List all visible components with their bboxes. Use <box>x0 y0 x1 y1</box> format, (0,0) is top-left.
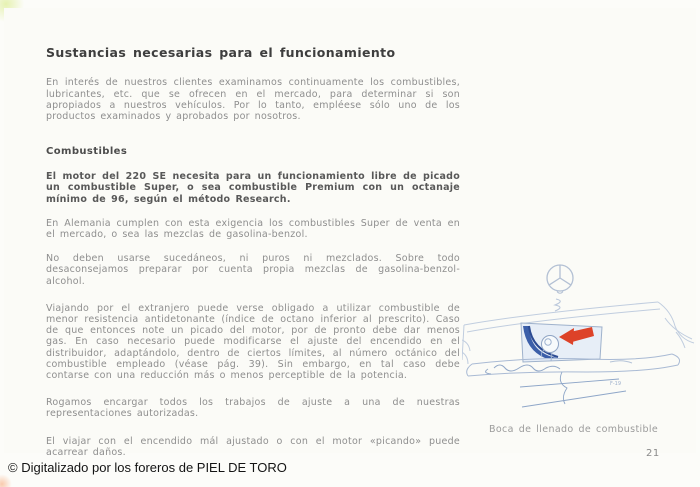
leader-lines <box>520 372 626 407</box>
page-title: Sustancias necesarias para el funcionamiento <box>46 45 396 60</box>
paragraph-extranjero: Viajando por el extranjero puede verse obligado a utilizar combustible de menor resistencia antidetonante (índice de octano inferior al prescrito). Caso de que entonces note un picado del motor, por de pronto debe dar menos gas. En caso necesario puede modificarse el ajuste del encendido en el distribuidor, adaptándolo, dentro de ciertos límites, al número octánico del combustible empleado (véase pág. 39). Sin embargo, en tal caso debe contarse con una reducción más o menos perceptible de la potencia. <box>46 302 460 382</box>
paragraph-rogamos: Rogamos encargar todos los trabajos de ajuste a una de nuestras representaciones autorizadas. <box>46 397 460 420</box>
digitization-credit: © Digitalizado por los foreros de PIEL DE TORO <box>8 460 287 475</box>
drawing-label: F-19 <box>610 381 622 387</box>
figure-caption: Boca de llenado de combustible <box>489 424 659 435</box>
paragraph-sucedaneos: No deben usarse sucedáneos, ni puros ni mezclados. Sobre todo desaconsejamos preparar por cuenta propia mezclas de gasolina-benzol-alcohol. <box>46 253 460 287</box>
fuel-filler-illustration <box>462 258 698 420</box>
mercedes-star-icon <box>547 265 573 293</box>
text-column <box>46 46 460 471</box>
section-heading-combustibles: Combustibles <box>46 146 128 158</box>
intro-paragraph: En interés de nuestros clientes examinamos continuamente los combustibles, lubricantes, etc. que se ofrecen en el mercado, para determinar si son apropiados a nuestros vehículos. Por lo tanto, empléese sólo uno de los productos examinados y aprobados por nosotros. <box>46 77 460 122</box>
paragraph-danos: El viajar con el encendido mál ajustado o con el motor «picando» puede acarrear daños. <box>46 435 460 458</box>
paragraph-octane-requirement: El motor del 220 SE necesita para un funcionamiento libre de picado un combustible Super, o sea combustible Premium con un octanaje mínimo de 96, según el método Research. <box>46 171 460 205</box>
page-number: 21 <box>646 448 660 459</box>
trunk-handle-ornament <box>555 299 560 311</box>
paragraph-alemania: En Alemania cumplen con esta exigencia los combustibles Super de venta en el mercado, o sea las mezclas de gasolina-benzol. <box>46 217 460 240</box>
manual-page <box>4 8 696 459</box>
